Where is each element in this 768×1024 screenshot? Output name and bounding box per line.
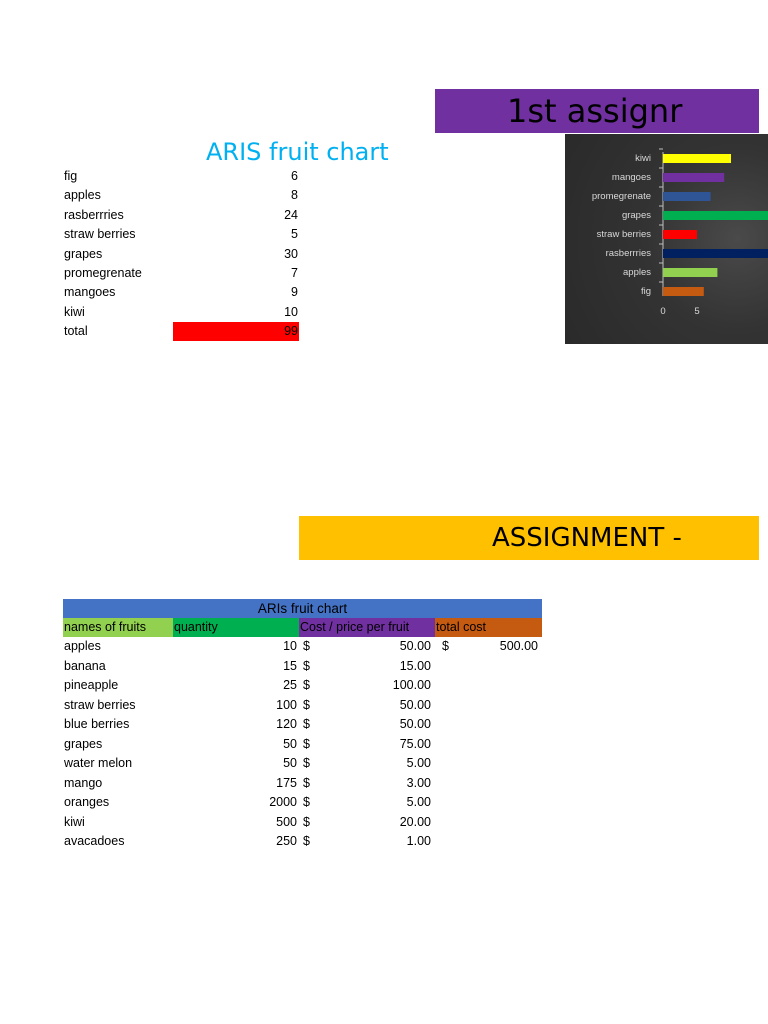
fruit-total-row[interactable] [63,322,299,341]
fruit-name: rasberrries [64,207,124,222]
quantity-cell: 2000 [269,795,297,809]
quantity-cell: 175 [276,775,297,790]
total-cost-cell: 500.00 [499,639,538,653]
cost-cell: 5.00 [406,756,431,770]
fruit-chart-title: ARIS fruit chart [206,138,389,166]
cost-currency: $ [303,736,310,751]
total-currency: $ [442,639,449,653]
quantity-cell: 50 [283,756,297,770]
fruit-count: 5 [291,227,298,242]
chart-canvas [565,134,768,344]
fruit-name: banana [64,658,106,673]
table-row[interactable] [63,676,542,696]
cost-cell: 20.00 [399,814,431,829]
header-cost-price[interactable]: Cost / price per fruit [299,618,435,637]
cost-cell: 50.00 [399,717,431,731]
fruit-name: kiwi [64,814,85,829]
header-names-of-fruits[interactable]: names of fruits [63,618,173,637]
quantity-cell: 120 [276,717,297,731]
fruit-row[interactable] [63,167,299,186]
fruit-name: straw berries [64,227,136,242]
cost-currency: $ [303,717,310,731]
quantity-cell: 500 [276,814,297,829]
table-row[interactable] [63,813,542,833]
quantity-cell: 15 [283,658,297,673]
cost-cell: 75.00 [399,736,431,751]
fruit-name: avacadoes [64,834,125,848]
chart-category-label: kiwi [635,153,651,164]
fruit-row[interactable] [63,303,299,322]
banner-1-text: 1st assignr [507,92,683,130]
total-highlight [173,322,299,341]
assignment-banner-2 [299,516,759,560]
fruit-name: apples [64,639,101,653]
fruit-count: 9 [291,285,298,300]
fruit-name: pineapple [64,678,119,692]
chart-x-tick-label: 0 [660,306,666,317]
fruit-name: fig [64,169,78,183]
header-quantity[interactable]: quantity [173,618,299,637]
cost-cell: 5.00 [406,795,431,809]
fruit-row[interactable] [63,206,299,225]
cost-currency: $ [303,697,310,712]
table-row[interactable] [63,754,542,774]
chart-category-label: fig [640,286,651,297]
fruit-count: 24 [284,207,298,222]
cost-currency: $ [303,639,310,653]
fruit-row[interactable] [63,245,299,264]
quantity-cell: 50 [283,736,297,751]
fruit-name: grapes [64,246,103,261]
chart-bar-kiwi[interactable] [663,154,731,163]
fruit-name: promegrenate [64,266,142,280]
cost-cell: 50.00 [399,697,431,712]
fruit-bar-chart[interactable] [565,134,768,344]
fruit-name: oranges [64,795,110,809]
table-row[interactable] [63,657,542,677]
fruit-name: mango [64,775,103,790]
cost-currency: $ [303,775,310,790]
table-row[interactable] [63,793,542,813]
cost-cell: 50.00 [399,639,431,653]
cost-currency: $ [303,756,310,770]
banner-2-text: ASSIGNMENT - [492,523,682,553]
fruit-name: blue berries [64,717,130,731]
fruit-name: water melon [64,756,133,770]
header-total-cost[interactable]: total cost [435,618,542,637]
chart-category-label: promegrenate [591,191,651,202]
table-row[interactable] [63,715,542,735]
fruit-count: 7 [291,266,298,280]
fruit-name: mangoes [64,285,116,300]
cost-currency: $ [303,678,310,692]
total-label: total [64,324,88,339]
chart-x-tick-label: 5 [694,306,700,317]
quantity-cell: 100 [276,697,297,712]
fruit-count: 10 [284,304,298,319]
quantity-cell: 25 [283,678,297,692]
quantity-cell: 10 [283,639,297,653]
fruit-name: kiwi [64,304,85,319]
chart-bar-mangoes[interactable] [663,173,724,182]
fruit-name: grapes [64,736,103,751]
total-value: 99 [284,324,298,339]
fruit-count: 6 [291,169,298,183]
cost-table-title: ARIs fruit chart [63,599,542,618]
fruit-count: 30 [284,246,298,261]
quantity-cell: 250 [276,834,297,848]
cost-cell: 100.00 [392,678,431,692]
table-row[interactable] [63,696,542,716]
table-row[interactable] [63,832,542,852]
fruit-name: apples [64,188,101,203]
chart-category-label: mangoes [611,172,651,183]
cost-currency: $ [303,795,310,809]
cost-cell: 1.00 [406,834,431,848]
fruit-row[interactable] [63,186,299,205]
cost-currency: $ [303,834,310,848]
chart-category-label: grapes [621,210,651,221]
assignment-banner-1 [435,89,759,133]
chart-bar-promegrenate[interactable] [663,192,711,201]
cost-cell: 3.00 [406,775,431,790]
chart-bar-straw-berries[interactable] [663,230,697,239]
cost-currency: $ [303,814,310,829]
table-row[interactable] [63,735,542,755]
chart-category-label: straw berries [596,229,651,240]
chart-bar-rasberrries[interactable] [663,249,768,258]
cost-cell: 15.00 [399,658,431,673]
chart-category-label: apples [623,267,651,278]
fruit-name: straw berries [64,697,136,712]
chart-bar-fig[interactable] [663,287,704,296]
fruit-row[interactable] [63,264,299,283]
cost-currency: $ [303,658,310,673]
chart-category-label: rasberrries [605,248,651,259]
chart-bar-grapes[interactable] [663,211,768,220]
fruit-row[interactable] [63,283,299,302]
table-row[interactable] [63,637,542,657]
fruit-row[interactable] [63,225,299,244]
chart-bar-apples[interactable] [663,268,717,277]
fruit-count: 8 [291,188,298,203]
table-row[interactable] [63,774,542,794]
